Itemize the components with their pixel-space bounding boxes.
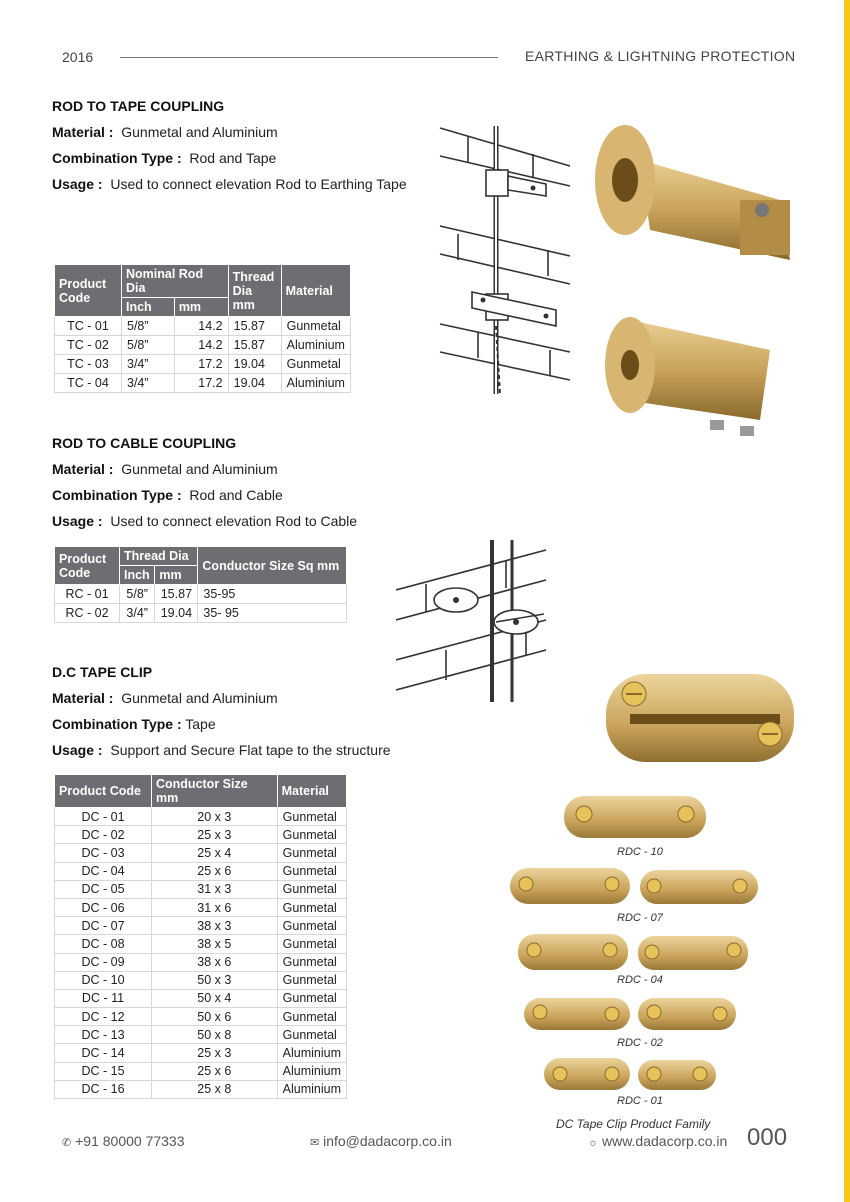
cell-thread: 19.04	[228, 355, 281, 374]
cell-code: DC - 16	[55, 1080, 152, 1098]
cell-code: DC - 13	[55, 1026, 152, 1044]
accent-bar	[844, 0, 850, 1202]
caption-rdc-07: RDC - 07	[617, 912, 663, 924]
cell-conductor: 50 x 8	[152, 1026, 278, 1044]
section-title-dc-tape-clip: D.C TAPE CLIP	[52, 664, 153, 680]
cell-conductor: 20 x 3	[152, 808, 278, 826]
combination-line	[52, 482, 283, 508]
cell-code: DC - 11	[55, 989, 152, 1007]
dc-tape-clip-family	[508, 792, 768, 1112]
material-label: Material :	[52, 461, 114, 477]
usage-value: Used to connect elevation Rod to Cable	[110, 513, 358, 529]
usage-line	[52, 508, 357, 534]
footer-phone	[62, 1133, 185, 1149]
cell-code: DC - 05	[55, 880, 152, 898]
caption-rdc-10: RDC - 10	[617, 846, 663, 858]
cell-conductor: 50 x 3	[152, 971, 278, 989]
table-row	[55, 862, 347, 880]
material-value: Gunmetal and Aluminium	[121, 690, 278, 706]
usage-value: Support and Secure Flat tape to the structure	[110, 742, 391, 758]
table-row	[55, 880, 347, 898]
cell-mm: 19.04	[155, 604, 198, 623]
clip-rdc-10	[564, 796, 706, 838]
cell-code: DC - 06	[55, 898, 152, 916]
cell-code: DC - 04	[55, 862, 152, 880]
cell-material: Gunmetal	[277, 989, 346, 1007]
cell-material: Gunmetal	[277, 898, 346, 916]
table-row	[55, 585, 347, 604]
cell-material: Gunmetal	[277, 953, 346, 971]
cell-code: TC - 03	[55, 355, 122, 374]
cell-material: Gunmetal	[277, 935, 346, 953]
cell-material: Aluminium	[277, 1044, 346, 1062]
table-row	[55, 1062, 347, 1080]
cell-code: RC - 02	[55, 604, 120, 623]
cell-material: Gunmetal	[281, 317, 350, 336]
cell-code: DC - 10	[55, 971, 152, 989]
cell-material: Gunmetal	[277, 1008, 346, 1026]
cell-code: TC - 01	[55, 317, 122, 336]
th-thread-dia: Thread Dia mm	[228, 265, 281, 317]
usage-line	[52, 737, 391, 763]
material-line	[52, 456, 278, 482]
header-title: EARTHING & LIGHTNING PROTECTION	[525, 48, 796, 64]
th-product-code: Product Code	[55, 775, 152, 808]
mail-icon: ✉	[310, 1137, 320, 1149]
material-line	[52, 685, 278, 711]
usage-label: Usage :	[52, 176, 103, 192]
cell-material: Aluminium	[277, 1080, 346, 1098]
table-row	[55, 1044, 347, 1062]
cell-code: DC - 15	[55, 1062, 152, 1080]
th-thread-dia: Thread Dia	[120, 547, 198, 566]
table-row	[55, 808, 347, 826]
combination-value: Tape	[185, 716, 216, 732]
th-product-code: Product Code	[55, 265, 122, 317]
cell-material: Gunmetal	[277, 862, 346, 880]
cell-conductor: 38 x 3	[152, 917, 278, 935]
table-row	[55, 989, 347, 1007]
cell-code: DC - 02	[55, 826, 152, 844]
cell-material: Gunmetal	[281, 355, 350, 374]
table-row	[55, 336, 351, 355]
rod-to-cable-diagram	[396, 540, 548, 702]
cell-thread: 15.87	[228, 317, 281, 336]
dc-tape-clip-table	[54, 774, 347, 1099]
th-material: Material	[281, 265, 350, 317]
footer-website-text: www.dadacorp.co.in	[601, 1133, 728, 1149]
table-row	[55, 953, 347, 971]
cell-conductor: 25 x 3	[152, 826, 278, 844]
cell-code: DC - 12	[55, 1008, 152, 1026]
table-row	[55, 374, 351, 393]
cell-conductor: 35-95	[198, 585, 347, 604]
cell-material: Gunmetal	[277, 808, 346, 826]
cell-thread: 19.04	[228, 374, 281, 393]
caption-rdc-01: RDC - 01	[617, 1095, 663, 1107]
cell-inch: 3/4”	[122, 374, 175, 393]
rod-to-tape-table	[54, 264, 351, 393]
th-nominal-rod-dia: Nominal Rod Dia	[122, 265, 229, 298]
cell-mm: 17.2	[174, 355, 228, 374]
section-title-rod-to-tape: ROD TO TAPE COUPLING	[52, 98, 225, 114]
header-year: 2016	[62, 49, 94, 65]
clip-rdc-04	[518, 934, 748, 970]
cell-inch: 5/8”	[122, 317, 175, 336]
section-title-rod-to-cable: ROD TO CABLE COUPLING	[52, 435, 237, 451]
cell-code: DC - 08	[55, 935, 152, 953]
table-row	[55, 917, 347, 935]
cell-code: DC - 01	[55, 808, 152, 826]
cell-conductor: 25 x 3	[152, 1044, 278, 1062]
table-row	[55, 1026, 347, 1044]
footer-email	[310, 1133, 452, 1149]
table-row	[55, 898, 347, 916]
th-product-code: Product Code	[55, 547, 120, 585]
combination-label: Combination Type :	[52, 487, 182, 503]
cell-code: DC - 09	[55, 953, 152, 971]
cell-material: Gunmetal	[277, 844, 346, 862]
cell-material: Gunmetal	[277, 971, 346, 989]
combination-value: Rod and Tape	[189, 150, 277, 166]
table-row	[55, 1080, 347, 1098]
globe-icon: ☼	[588, 1137, 599, 1149]
cell-code: RC - 01	[55, 585, 120, 604]
combination-line	[52, 145, 276, 171]
page-number: 000	[747, 1124, 788, 1151]
cell-mm: 14.2	[174, 336, 228, 355]
cell-material: Gunmetal	[277, 1026, 346, 1044]
rod-to-cable-table	[54, 546, 347, 623]
usage-value: Used to connect elevation Rod to Earthing Tape	[110, 176, 407, 192]
cell-inch: 5/8”	[120, 585, 155, 604]
combination-label: Combination Type :	[52, 716, 182, 732]
table-row	[55, 971, 347, 989]
cell-conductor: 38 x 5	[152, 935, 278, 953]
cell-conductor: 50 x 4	[152, 989, 278, 1007]
table-row	[55, 826, 347, 844]
th-inch: Inch	[120, 566, 155, 585]
usage-label: Usage :	[52, 513, 103, 529]
footer-email-text: info@dadacorp.co.in	[323, 1133, 452, 1149]
cell-conductor: 31 x 3	[152, 880, 278, 898]
table-row	[55, 355, 351, 374]
material-label: Material :	[52, 124, 114, 140]
th-material: Material	[277, 775, 346, 808]
usage-label: Usage :	[52, 742, 103, 758]
combination-label: Combination Type :	[52, 150, 182, 166]
cell-conductor: 25 x 6	[152, 1062, 278, 1080]
cell-inch: 5/8”	[122, 336, 175, 355]
cell-conductor: 31 x 6	[152, 898, 278, 916]
cell-inch: 3/4”	[120, 604, 155, 623]
cell-material: Aluminium	[281, 374, 350, 393]
rod-to-tape-diagram	[438, 126, 572, 394]
cell-material: Gunmetal	[277, 880, 346, 898]
clip-rdc-07	[510, 868, 758, 904]
cell-mm: 17.2	[174, 374, 228, 393]
table-row	[55, 604, 347, 623]
cell-conductor: 50 x 6	[152, 1008, 278, 1026]
cell-code: TC - 02	[55, 336, 122, 355]
combination-value: Rod and Cable	[189, 487, 283, 503]
clip-rdc-01	[544, 1058, 716, 1090]
th-conductor-size: Conductor Size Sq mm	[198, 547, 347, 585]
usage-line	[52, 171, 412, 197]
caption-rdc-04: RDC - 04	[617, 974, 663, 986]
material-line	[52, 119, 278, 145]
cell-code: DC - 07	[55, 917, 152, 935]
cell-code: DC - 14	[55, 1044, 152, 1062]
cell-conductor: 25 x 6	[152, 862, 278, 880]
rod-to-tape-coupling-photo	[590, 120, 810, 450]
cell-conductor: 25 x 8	[152, 1080, 278, 1098]
cell-material: Gunmetal	[277, 917, 346, 935]
material-value: Gunmetal and Aluminium	[121, 461, 278, 477]
cell-inch: 3/4”	[122, 355, 175, 374]
cell-thread: 15.87	[228, 336, 281, 355]
dc-tape-clip-photo	[600, 664, 800, 774]
footer-website	[588, 1133, 727, 1149]
material-value: Gunmetal and Aluminium	[121, 124, 278, 140]
cell-code: DC - 03	[55, 844, 152, 862]
th-mm: mm	[174, 298, 228, 317]
table-row	[55, 317, 351, 336]
table-row	[55, 1008, 347, 1026]
table-row	[55, 844, 347, 862]
cell-code: TC - 04	[55, 374, 122, 393]
cell-material: Gunmetal	[277, 826, 346, 844]
cell-material: Aluminium	[281, 336, 350, 355]
header-rule	[120, 57, 498, 58]
material-label: Material :	[52, 690, 114, 706]
caption-rdc-02: RDC - 02	[617, 1037, 663, 1049]
cell-conductor: 35- 95	[198, 604, 347, 623]
combination-line	[52, 711, 216, 737]
table-row	[55, 935, 347, 953]
cell-mm: 14.2	[174, 317, 228, 336]
clip-rdc-02	[524, 998, 736, 1030]
footer-phone-text: +91 80000 77333	[75, 1133, 185, 1149]
th-conductor-size: Conductor Size mm	[152, 775, 278, 808]
phone-icon: ✆	[62, 1137, 72, 1149]
cell-conductor: 25 x 4	[152, 844, 278, 862]
cell-mm: 15.87	[155, 585, 198, 604]
cell-conductor: 38 x 6	[152, 953, 278, 971]
cell-material: Aluminium	[277, 1062, 346, 1080]
caption-product-family: DC Tape Clip Product Family	[556, 1117, 711, 1131]
th-inch: Inch	[122, 298, 175, 317]
th-mm: mm	[155, 566, 198, 585]
